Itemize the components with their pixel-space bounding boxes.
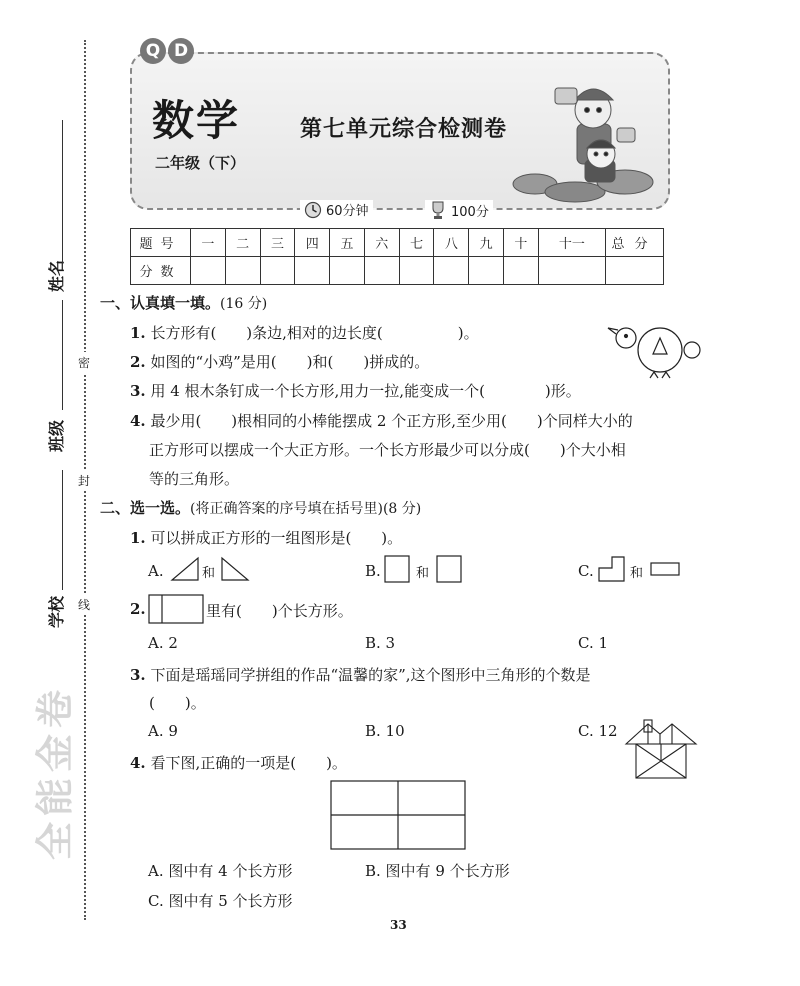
s2-q3-number: 3. bbox=[130, 666, 146, 684]
children-illustration bbox=[515, 64, 655, 204]
trophy-icon bbox=[429, 200, 447, 220]
s1-question-1 bbox=[130, 322, 479, 343]
score-cell[interactable] bbox=[469, 257, 504, 285]
score-col-7: 七 bbox=[399, 229, 434, 257]
score-col-10: 十 bbox=[504, 229, 539, 257]
score-col-1: 一 bbox=[191, 229, 226, 257]
s2-q1-and-b: 和 bbox=[416, 566, 430, 581]
score-cell[interactable] bbox=[225, 257, 260, 285]
s2-q3-option-c[interactable]: C. 12 bbox=[578, 722, 618, 740]
s2-q1-text: 可以拼成正方形的一组图形是( )。 bbox=[150, 529, 403, 547]
score-col-8: 八 bbox=[434, 229, 469, 257]
l-shape-c1 bbox=[598, 556, 626, 582]
score-col-5: 五 bbox=[330, 229, 365, 257]
square-shape-b2 bbox=[436, 555, 462, 583]
score-table-row2-head: 分数 bbox=[131, 257, 191, 285]
s1-question-4 bbox=[130, 410, 633, 431]
score-col-4: 四 bbox=[295, 229, 330, 257]
rectangle-shape-c2 bbox=[650, 562, 680, 576]
section1-heading bbox=[100, 292, 267, 313]
s2-question-3 bbox=[130, 664, 591, 685]
section2-title: 二、选一选。 bbox=[100, 499, 191, 517]
triangle-shape-a1 bbox=[170, 556, 200, 582]
s2-q3-option-b[interactable]: B. 10 bbox=[365, 722, 405, 740]
s2-q4-option-a[interactable]: A. 图中有 4 个长方形 bbox=[148, 862, 293, 880]
name-label: 姓名 bbox=[47, 259, 66, 292]
s1-q2-number: 2. bbox=[130, 353, 146, 371]
s2-q4-option-c[interactable]: C. 图中有 5 个长方形 bbox=[148, 892, 293, 910]
s2-q2-text: 里有( )个长方形。 bbox=[206, 602, 353, 620]
total-score-text: 100分 bbox=[451, 204, 489, 220]
score-cell[interactable] bbox=[364, 257, 399, 285]
triangle-shape-a2 bbox=[220, 556, 250, 582]
s2-q1-and-c: 和 bbox=[630, 566, 644, 581]
s1-q4-number: 4. bbox=[130, 412, 146, 430]
class-blank bbox=[62, 300, 63, 410]
section1-title: 一、认真填一填。 bbox=[100, 294, 221, 312]
time-limit-text: 60分钟 bbox=[326, 204, 369, 219]
score-cell[interactable] bbox=[504, 257, 539, 285]
s2-q2-number: 2. bbox=[130, 600, 146, 618]
seal-char-mi: 密 bbox=[78, 352, 90, 373]
section2-heading bbox=[100, 497, 421, 518]
total-score bbox=[425, 200, 493, 220]
square-shape-b1 bbox=[384, 555, 410, 583]
s2-question-2 bbox=[130, 600, 146, 618]
score-table-header-row bbox=[131, 229, 664, 257]
s1-question-2 bbox=[130, 351, 429, 372]
s2-q1-option-b-label: B. bbox=[365, 562, 381, 580]
score-table-score-row bbox=[131, 257, 664, 285]
school-blank bbox=[62, 470, 63, 590]
s2-q2-option-c[interactable]: C. 1 bbox=[578, 634, 609, 652]
s1-q4-text-a: 最少用( )根相同的小棒能摆成 2 个正方形,至少用( )个同样大小的 bbox=[150, 412, 633, 430]
badge-letter-q: Q bbox=[140, 38, 166, 64]
s2-q4-text: 看下图,正确的一项是( )。 bbox=[150, 754, 347, 772]
s2-q3-text-b: ( )。 bbox=[149, 694, 206, 712]
name-blank bbox=[62, 120, 63, 270]
s2-q3-option-a[interactable]: A. 9 bbox=[148, 722, 178, 740]
school-label: 学校 bbox=[47, 595, 66, 628]
qd-badge bbox=[140, 38, 194, 64]
four-rectangle-grid bbox=[330, 780, 466, 850]
score-cell[interactable] bbox=[260, 257, 295, 285]
section1-points: (16 分) bbox=[220, 296, 268, 312]
badge-letter-d: D bbox=[168, 38, 194, 64]
s1-q3-text: 用 4 根木条钉成一个长方形,用力一拉,能变成一个( )形。 bbox=[150, 382, 581, 400]
s2-q1-number: 1. bbox=[130, 529, 146, 547]
score-col-total: 总分 bbox=[606, 229, 664, 257]
score-col-6: 六 bbox=[364, 229, 399, 257]
score-col-9: 九 bbox=[469, 229, 504, 257]
exam-title: 第七单元综合检测卷 bbox=[300, 116, 508, 142]
score-cell[interactable] bbox=[295, 257, 330, 285]
score-col-11: 十一 bbox=[538, 229, 605, 257]
s1-q3-number: 3. bbox=[130, 382, 146, 400]
seal-char-feng: 封 bbox=[78, 470, 90, 491]
section2-points: (将正确答案的序号填在括号里)(8 分) bbox=[190, 501, 422, 517]
s2-q1-option-a[interactable] bbox=[148, 562, 164, 580]
s1-q4-text-c: 等的三角形。 bbox=[149, 470, 240, 488]
s2-q2-option-a[interactable]: A. 2 bbox=[148, 634, 178, 652]
s1-q1-text: 长方形有( )条边,相对的边长度( )。 bbox=[150, 324, 479, 342]
score-cell[interactable] bbox=[434, 257, 469, 285]
s2-q1-option-c-label: C. bbox=[578, 562, 594, 580]
subject-title: 数学 bbox=[152, 96, 241, 145]
s2-q3-text-a: 下面是瑶瑶同学拼组的作品“温馨的家”,这个图形中三角形的个数是 bbox=[150, 666, 591, 684]
s2-q4-option-b[interactable]: B. 图中有 9 个长方形 bbox=[365, 862, 510, 880]
score-table-row1-head: 题号 bbox=[131, 229, 191, 257]
s2-q1-option-a-label: A. bbox=[148, 562, 164, 580]
score-cell[interactable] bbox=[399, 257, 434, 285]
s1-q1-number: 1. bbox=[130, 324, 146, 342]
s2-q2-option-b[interactable]: B. 3 bbox=[365, 634, 396, 652]
s1-question-3 bbox=[130, 380, 581, 401]
score-cell[interactable] bbox=[606, 257, 664, 285]
page-number: 33 bbox=[390, 918, 407, 932]
s2-q1-option-b[interactable] bbox=[365, 562, 381, 580]
score-cell[interactable] bbox=[538, 257, 605, 285]
binding-margin bbox=[0, 0, 100, 986]
class-label: 班级 bbox=[47, 419, 66, 452]
grade-label: 二年级（下） bbox=[155, 154, 246, 172]
warm-home-figure bbox=[624, 718, 698, 780]
s1-q2-text: 如图的“小鸡”是用( )和( )拼成的。 bbox=[150, 353, 430, 371]
score-cell[interactable] bbox=[191, 257, 226, 285]
score-col-2: 二 bbox=[225, 229, 260, 257]
chick-figure bbox=[606, 318, 702, 380]
s2-question-4 bbox=[130, 752, 347, 773]
s2-q1-option-c[interactable] bbox=[578, 562, 594, 580]
score-table bbox=[130, 228, 664, 285]
s2-question-1 bbox=[130, 527, 402, 548]
s2-q1-and-a: 和 bbox=[202, 566, 216, 581]
split-rectangle-figure bbox=[148, 594, 204, 624]
clock-icon bbox=[304, 201, 322, 219]
watermark: 全能金卷 bbox=[33, 683, 77, 860]
seal-char-xian: 线 bbox=[78, 594, 90, 615]
s1-q4-text-b: 正方形可以摆成一个大正方形。一个长方形最少可以分成( )个大小相 bbox=[149, 441, 626, 459]
s2-q4-number: 4. bbox=[130, 754, 146, 772]
score-cell[interactable] bbox=[330, 257, 365, 285]
time-limit bbox=[300, 200, 373, 219]
score-col-3: 三 bbox=[260, 229, 295, 257]
